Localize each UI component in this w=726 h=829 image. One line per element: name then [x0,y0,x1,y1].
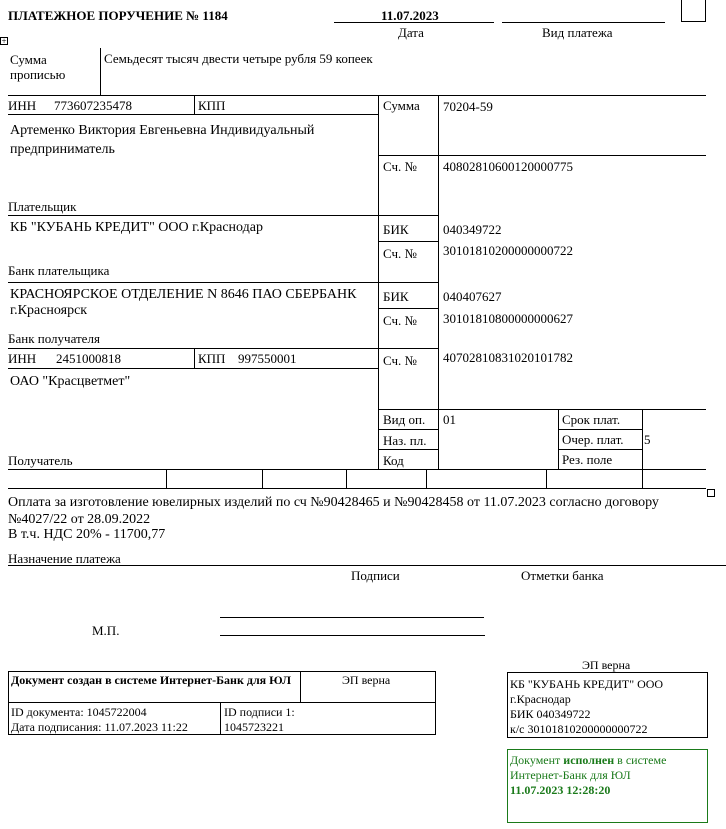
tax-cell-divider-4 [426,469,427,488]
tax-cell-divider-3 [346,469,347,488]
bank-stamp-line3: БИК 040349722 [510,707,591,721]
amount-label: Сумма [383,98,420,113]
line-recipient-inn-bottom [8,368,378,369]
amount-words-value: Семьдесят тысяч двести четыре рубля 59 копеек [104,51,373,66]
payer-bank-account: 30101810200000000722 [443,243,573,258]
bank-stamp-line4: к/с 30101810200000000722 [510,722,648,736]
recipient-name: ОАО "Красцветмет" [10,374,131,389]
stamp-place-label: М.П. [92,623,120,638]
recipient-kpp: 997550001 [238,351,297,366]
system-stamp-bottom-divider [220,702,221,735]
document-title: ПЛАТЕЖНОЕ ПОРУЧЕНИЕ № 1184 [8,8,228,23]
recipient-account: 40702810831020101782 [443,350,573,365]
payment-type-underline [502,22,665,23]
payer-bank-bik: 040349722 [443,222,502,237]
line-payer-inn-bottom [8,114,378,115]
line-amount-words-bottom [8,95,706,96]
amount-value: 70204-59 [443,99,493,114]
right-column-divider [438,95,439,469]
payer-account: 40802810600120000775 [443,159,573,174]
resize-handle[interactable] [707,489,715,497]
code-label: Код [383,453,404,468]
document-date: 11.07.2023 [381,8,439,23]
payer-inn: 773607235478 [54,98,132,113]
tax-cell-divider-2 [262,469,263,488]
recipient-bank-account: 30101810800000000627 [443,311,573,326]
payer-bank-account-label: Сч. № [383,246,417,261]
expand-icon[interactable]: + [1,36,7,46]
payer-label: Плательщик [8,199,77,214]
line-payer-bik-bottom [378,241,438,242]
payer-bank-bik-label: БИК [383,222,409,237]
line-recipient-bik-bottom [378,308,438,309]
executed-line2: Интернет-Банк для ЮЛ [510,768,631,782]
term-label: Срок плат. [562,412,621,427]
tax-cell-divider-1 [166,469,167,488]
recipient-label: Получатель [8,453,73,468]
line-term-bottom [558,429,642,430]
payer-inn-label: ИНН [8,98,37,113]
payer-account-label: Сч. № [383,159,417,174]
reserve-label: Рез. поле [562,452,613,467]
recipient-inn-divider [194,348,195,368]
bank-stamp-line2: г.Краснодар [510,692,571,706]
recipient-bank-account-label: Сч. № [383,313,417,328]
system-created-text: Документ создан в системе Интернет-Банк для ЮЛ [11,673,292,687]
recipient-bank-label: Банк получателя [8,331,100,346]
payer-bank-name: КБ "КУБАНЬ КРЕДИТ" ООО г.Краснодар [10,220,263,235]
date-underline [334,22,494,23]
line-payer-bottom [8,215,438,216]
recipient-account-label: Сч. № [383,353,417,368]
recipient-bank-name: КРАСНОЯРСКОЕ ОТДЕЛЕНИЕ N 8646 ПАО СБЕРБАНК г.Красноярск [10,287,357,318]
bank-marks-label: Отметки банка [521,568,604,583]
payment-purpose-label: Назначение платежа [8,551,121,566]
amount-words-label: Сумма прописью [10,52,66,82]
recipient-inn-label: ИНН [8,351,37,366]
line-recipient-bank-bottom [8,348,438,349]
line-purpose-bottom [8,565,726,566]
codes-divider-1 [558,409,559,469]
line-codes-top [378,409,706,410]
executed-line1 [510,753,666,768]
recipient-kpp-label: КПП [198,351,226,366]
recipient-bank-bik: 040407627 [443,289,502,304]
executed-datetime: 11.07.2023 12:28:20 [510,783,611,797]
priority-value: 5 [644,432,651,447]
priority-label: Очер. плат. [562,432,624,447]
line-tax-row-bottom [8,488,706,489]
op-type: 01 [443,412,456,427]
system-stamp-top-divider [300,671,301,702]
codes-divider-2 [642,409,643,469]
purpose-code-label: Наз. пл. [383,433,427,448]
payer-inn-divider [194,95,195,114]
recipient-bank-bik-label: БИК [383,289,409,304]
executed-suffix: в системе [617,753,667,767]
payer-bank-label: Банк плательщика [8,263,110,278]
system-doc-id: ID документа: 1045722004 [11,705,147,719]
line-payer-bank-bottom [8,282,438,283]
line-tax-row-top [8,469,706,470]
line-amount-bottom [378,155,706,156]
line-purpose-code-bottom [378,449,438,450]
payment-purpose-text: Оплата за изготовление ювелирных изделий по сч №90428465 и №90428458 от 11.07.2023 согласно договору №4027/22 от 28.09.2022 [8,495,659,527]
bank-stamp-line1: КБ "КУБАНЬ КРЕДИТ" ООО [510,677,664,691]
amount-words-divider [100,48,101,95]
system-ep-label: ЭП верна [342,673,391,687]
recipient-inn: 2451000818 [56,351,121,366]
tax-cell-divider-5 [546,469,547,488]
signature-line-1 [220,617,484,618]
system-stamp-mid-line [8,702,436,703]
payment-type-label: Вид платежа [542,25,613,40]
line-op-type-bottom [378,429,438,430]
payment-purpose-vat: В т.ч. НДС 20% - 11700,77 [8,527,166,542]
signatures-label: Подписи [351,568,400,583]
op-type-label: Вид оп. [383,412,426,427]
system-sign-id: ID подписи 1: 1045723221 [224,705,295,734]
executed-prefix: Документ [510,753,561,767]
payer-name: Артеменко Виктория Евгеньевна Индивидуальный предприниматель [10,123,315,157]
form-code-box [681,0,706,22]
bank-ep-label: ЭП верна [582,658,631,672]
signature-line-2 [220,635,485,636]
executed-bold-word: исполнен [563,753,615,767]
line-priority-bottom [558,449,642,450]
system-signed-date: Дата подписания: 11.07.2023 11:22 [11,720,188,734]
payer-kpp-label: КПП [198,98,226,113]
tax-cell-divider-6 [642,469,643,488]
date-label: Дата [398,25,424,40]
